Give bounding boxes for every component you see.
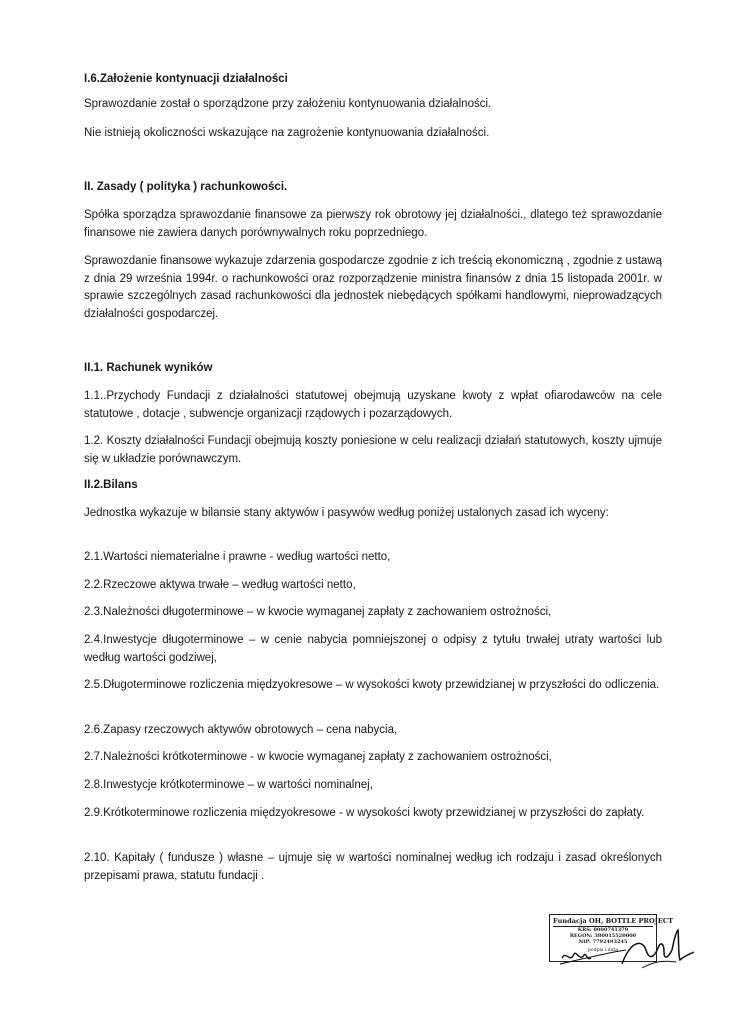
section-heading-income-statement: II.1. Rachunek wyników — [84, 362, 213, 374]
list-item: 2.7.Należności krótkoterminowe - w kwocie wymaganej zapłaty z zachowaniem ostrożności, — [84, 751, 552, 763]
continuity-paragraph-1: Sprawozdanie został o sporządzone przy założeniu kontynuowania działalności. — [84, 98, 492, 110]
section-heading-continuity: I.6.Założenie kontynuacji działalności — [84, 73, 288, 85]
stamp-organization-name: Fundacja OH, BOTTLE PROJECT — [553, 917, 674, 925]
list-item: 2.5.Długoterminowe rozliczenia międzyokresowe – w wysokości kwoty przewidzianej w przyszłości do odliczenia. — [84, 679, 660, 691]
income-paragraph-2: 1.2. Koszty działalności Fundacji obejmują koszty poniesione w celu realizacji działań statutowych, koszty ujmuje się w układzie porównawczym. — [84, 435, 662, 465]
list-item: 2.10. Kapitały ( fundusze ) własne – ujmuje się w wartości nominalnej według ich rodzaju i zasad określonych przepisami prawa, statutu fundacji . — [84, 852, 662, 882]
income-paragraph-1: 1.1..Przychody Fundacji z działalności statutowej obejmują uzyskane kwoty z wpłat ofiarodawców na cele statutowe , dotacje , subwencje organizacji rządowych i pozarządowych. — [84, 390, 662, 420]
list-item: 2.4.Inwestycje długoterminowe – w cenie nabycia pomniejszonej o odpisy z tytułu trwałej utraty wartości lub według wartości godziwej, — [84, 634, 662, 664]
stamp-regon: REGON: 380015520000 — [569, 933, 637, 940]
policy-paragraph-1: Spółka sporządza sprawozdanie finansowe za pierwszy rok obrotowy jej działalności., dlatego też sprawozdanie finansowe nie zawiera danych porównywalnych roku poprzedniego. — [84, 209, 662, 239]
stamp-nip: NIP: 7792493245 — [578, 939, 628, 946]
policy-paragraph-2: Sprawozdanie finansowe wykazuje zdarzenia gospodarcze zgodnie z ich treścią ekonomiczną , zgodnie z ustawą z dnia 29 września 1994r. o rachunkowości oraz rozporządzenie ministra finansów z dnia 15 listopada 2001r. w sprawie szczególnych zasad rachunkowości dla jednostek niebędących spółkami handlowymi, nieprowadzących działalności gospodarczej. — [84, 255, 662, 320]
continuity-paragraph-2: Nie istnieją okoliczności wskazujące na zagrożenie kontynuowania działalności. — [84, 127, 490, 139]
stamp-caption: podpis i data — [587, 947, 619, 953]
list-item: 2.3.Należności długoterminowe – w kwocie wymaganej zapłaty z zachowaniem ostrożności, — [84, 606, 552, 618]
list-item: 2.1.Wartości niematerialne i prawne - według wartości netto, — [84, 551, 391, 563]
section-heading-accounting-policy: II. Zasady ( polityka ) rachunkowości. — [84, 181, 288, 193]
stamp-krs: KRS: 0000741379 — [577, 927, 629, 933]
list-item: 2.8.Inwestycje krótkoterminowe – w wartości nominalnej, — [84, 779, 373, 791]
section-heading-balance-sheet: II.2.Bilans — [84, 479, 138, 491]
handwritten-signature — [556, 928, 696, 978]
list-item: 2.2.Rzeczowe aktywa trwałe – według wartości netto, — [84, 579, 356, 591]
list-item: 2.9.Krótkoterminowe rozliczenia międzyokresowe - w wysokości kwoty przewidzianej w przyszłości do zapłaty. — [84, 807, 645, 819]
balance-intro: Jednostka wykazuje w bilansie stany aktywów i pasywów według poniżej ustalonych zasad ich wyceny: — [84, 507, 609, 519]
list-item: 2.6.Zapasy rzeczowych aktywów obrotowych – cena nabycia, — [84, 724, 398, 736]
